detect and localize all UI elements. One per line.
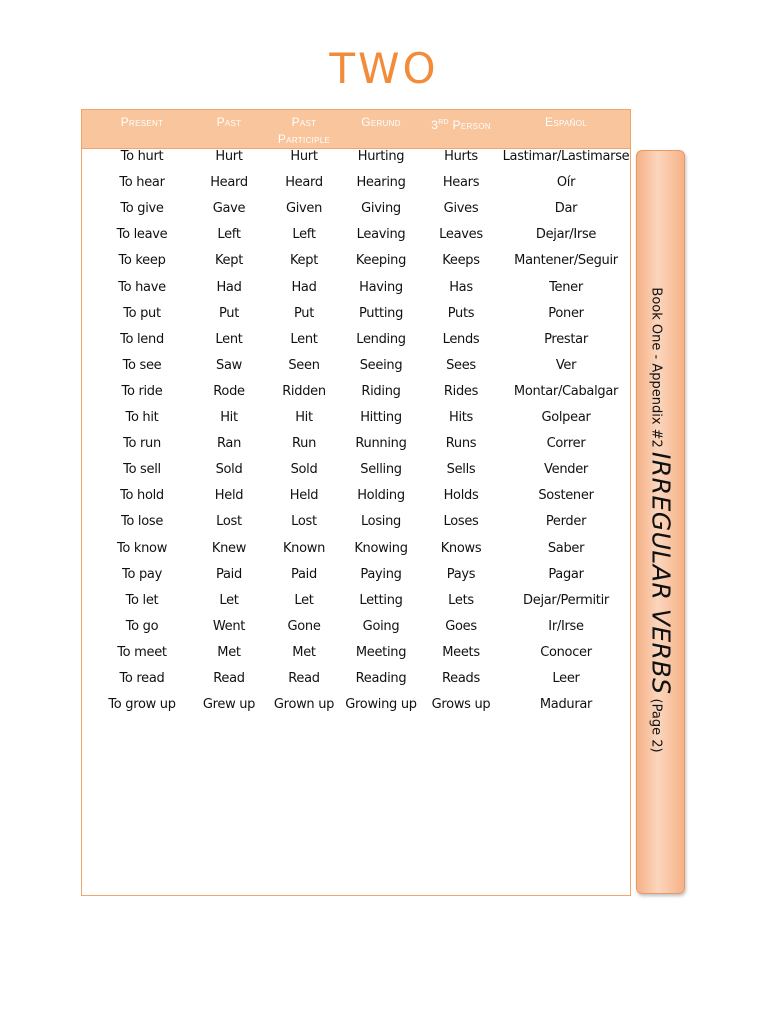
cell-third-person: Goes bbox=[445, 618, 477, 634]
cell-espanol: Poner bbox=[548, 305, 584, 321]
cell-past-participle: Grown up bbox=[273, 697, 335, 713]
cell-past: Hurt bbox=[215, 149, 243, 164]
cell-espanol: Correr bbox=[546, 436, 586, 452]
cell-past-participle: Lost bbox=[291, 514, 317, 530]
cell-espanol: Leer bbox=[552, 671, 580, 686]
cell-present: To read bbox=[119, 671, 165, 686]
cell-past-participle: Gone bbox=[287, 618, 321, 634]
cell-espanol: Madurar bbox=[539, 697, 593, 713]
table-row bbox=[82, 175, 630, 201]
cell-third-person: Holds bbox=[443, 488, 479, 504]
header-past-participle-line2: Participle bbox=[277, 132, 331, 146]
table-row bbox=[82, 697, 630, 723]
header-past-participle bbox=[264, 114, 344, 148]
cell-past-participle: Hit bbox=[295, 410, 313, 425]
cell-present: To hurt bbox=[120, 149, 164, 164]
cell-espanol: Conocer bbox=[540, 644, 592, 660]
cell-espanol: Saber bbox=[547, 540, 585, 556]
table-row bbox=[82, 280, 630, 306]
cell-third-person: Reads bbox=[442, 671, 480, 686]
cell-past: Rode bbox=[213, 383, 245, 399]
cell-third-person: Rides bbox=[443, 383, 479, 399]
table-row bbox=[82, 514, 630, 540]
cell-past-participle: Left bbox=[292, 227, 316, 243]
cell-gerund: Holding bbox=[357, 488, 405, 504]
cell-gerund: Keeping bbox=[355, 253, 407, 269]
cell-past-participle: Known bbox=[282, 540, 326, 556]
cell-third-person: Loses bbox=[443, 514, 479, 530]
table-row bbox=[82, 593, 630, 619]
table-row bbox=[82, 541, 630, 567]
cell-past-participle: Met bbox=[292, 644, 316, 660]
cell-past: Hit bbox=[220, 410, 238, 425]
cell-present: To lose bbox=[120, 514, 164, 530]
side-tab-main: IRREGULAR VERBS bbox=[646, 451, 676, 695]
cell-gerund: Seeing bbox=[359, 357, 403, 373]
cell-past: Gave bbox=[212, 201, 246, 217]
verb-table bbox=[81, 109, 631, 896]
cell-espanol: Ir/Irse bbox=[548, 618, 584, 634]
cell-gerund: Hurting bbox=[357, 149, 405, 164]
header-present: Present bbox=[120, 115, 164, 129]
cell-espanol: Sostener bbox=[538, 488, 594, 504]
table-row bbox=[82, 567, 630, 593]
cell-third-person: Grows up bbox=[431, 697, 491, 713]
cell-third-person: Leaves bbox=[439, 227, 483, 243]
cell-gerund: Selling bbox=[360, 462, 402, 478]
cell-past: Kept bbox=[214, 253, 244, 269]
header-espanol: Español bbox=[545, 115, 587, 129]
cell-present: To run bbox=[123, 436, 161, 452]
cell-past-participle: Run bbox=[291, 436, 317, 452]
cell-past-participle: Hurt bbox=[290, 149, 318, 164]
cell-espanol: Tener bbox=[549, 279, 583, 295]
cell-past: Grew up bbox=[202, 697, 256, 713]
header-third-person-num: 3 bbox=[431, 118, 439, 132]
cell-past-participle: Kept bbox=[289, 253, 319, 269]
cell-gerund: Growing up bbox=[345, 697, 417, 713]
cell-gerund: Letting bbox=[359, 592, 403, 608]
table-row bbox=[82, 332, 630, 358]
table-row bbox=[82, 619, 630, 645]
table-row bbox=[82, 671, 630, 697]
cell-present: To ride bbox=[121, 383, 163, 399]
cell-gerund: Hitting bbox=[360, 410, 402, 425]
cell-espanol: Montar/Cabalgar bbox=[513, 383, 619, 399]
cell-past-participle: Sold bbox=[290, 462, 318, 478]
table-row bbox=[82, 358, 630, 384]
cell-espanol: Ver bbox=[555, 357, 577, 373]
cell-present: To hit bbox=[125, 410, 159, 425]
cell-espanol: Dejar/Irse bbox=[535, 227, 597, 243]
header-past: Past bbox=[216, 115, 242, 129]
cell-past-participle: Had bbox=[291, 279, 317, 295]
cell-gerund: Running bbox=[355, 436, 407, 452]
cell-past: Saw bbox=[216, 357, 242, 373]
cell-past: Ran bbox=[216, 436, 242, 452]
table-row bbox=[82, 253, 630, 279]
cell-espanol: Dejar/Permitir bbox=[523, 592, 609, 608]
cell-espanol: Dar bbox=[554, 201, 578, 217]
cell-third-person: Sees bbox=[446, 357, 476, 373]
cell-past: Left bbox=[217, 227, 241, 243]
cell-third-person: Sells bbox=[446, 462, 476, 478]
cell-espanol: Lastimar/Lastimarse bbox=[502, 149, 630, 164]
page-title: TWO bbox=[329, 44, 439, 93]
cell-present: To grow up bbox=[108, 697, 176, 713]
cell-espanol: Prestar bbox=[544, 331, 588, 347]
table-row bbox=[82, 488, 630, 514]
cell-gerund: Giving bbox=[361, 201, 401, 217]
cell-gerund: Leaving bbox=[356, 227, 406, 243]
table-row bbox=[82, 436, 630, 462]
cell-gerund: Reading bbox=[355, 671, 407, 686]
cell-present: To let bbox=[125, 592, 159, 608]
cell-past-participle: Let bbox=[294, 592, 314, 608]
header-third-person bbox=[420, 114, 502, 134]
cell-present: To go bbox=[125, 618, 159, 634]
side-tab-suffix: (Page 2) bbox=[648, 698, 664, 753]
cell-third-person: Lends bbox=[442, 331, 480, 347]
header-third-person-word: Person bbox=[448, 118, 491, 132]
cell-past: Met bbox=[217, 644, 241, 660]
cell-present: To lend bbox=[120, 331, 164, 347]
cell-gerund: Knowing bbox=[354, 540, 408, 556]
cell-past-participle: Paid bbox=[291, 566, 317, 582]
cell-past: Let bbox=[219, 592, 239, 608]
cell-third-person: Hurts bbox=[444, 149, 478, 164]
cell-third-person: Gives bbox=[443, 201, 479, 217]
cell-third-person: Pays bbox=[446, 566, 476, 582]
cell-past-participle: Seen bbox=[288, 357, 320, 373]
cell-past-participle: Put bbox=[293, 305, 315, 321]
cell-present: To know bbox=[116, 540, 168, 556]
cell-third-person: Hits bbox=[448, 410, 474, 425]
cell-past-participle: Given bbox=[285, 201, 323, 217]
cell-past: Lost bbox=[216, 514, 242, 530]
table-row bbox=[82, 306, 630, 332]
side-tab-prefix: Book One - Appendix #2 bbox=[648, 287, 664, 448]
cell-espanol: Mantener/Seguir bbox=[514, 253, 618, 269]
cell-third-person: Knows bbox=[440, 540, 482, 556]
header-third-person-sup: RD bbox=[438, 119, 449, 126]
cell-gerund: Meeting bbox=[355, 644, 407, 660]
cell-espanol: Oír bbox=[556, 175, 576, 191]
cell-espanol: Golpear bbox=[541, 410, 591, 425]
cell-past: Went bbox=[212, 618, 246, 634]
cell-third-person: Hears bbox=[442, 175, 480, 191]
cell-gerund: Having bbox=[359, 279, 403, 295]
table-row bbox=[82, 201, 630, 227]
cell-espanol: Perder bbox=[545, 514, 587, 530]
cell-past: Sold bbox=[215, 462, 243, 478]
cell-gerund: Paying bbox=[360, 566, 402, 582]
cell-third-person: Meets bbox=[442, 644, 480, 660]
cell-gerund: Riding bbox=[361, 383, 401, 399]
cell-present: To have bbox=[118, 279, 166, 295]
cell-past: Had bbox=[216, 279, 242, 295]
cell-present: To hear bbox=[119, 175, 165, 191]
table-row bbox=[82, 410, 630, 436]
cell-past: Read bbox=[213, 671, 245, 686]
cell-past: Held bbox=[214, 488, 244, 504]
header-gerund: Gerund bbox=[361, 115, 401, 129]
cell-third-person: Puts bbox=[447, 305, 475, 321]
cell-present: To give bbox=[120, 201, 164, 217]
cell-third-person: Keeps bbox=[442, 253, 480, 269]
cell-third-person: Has bbox=[449, 279, 473, 295]
cell-past-participle: Heard bbox=[285, 175, 323, 191]
table-row bbox=[82, 149, 630, 175]
cell-present: To hold bbox=[120, 488, 164, 504]
cell-present: To leave bbox=[116, 227, 168, 243]
cell-past: Put bbox=[218, 305, 240, 321]
cell-past: Paid bbox=[216, 566, 242, 582]
cell-past: Heard bbox=[210, 175, 248, 191]
table-row bbox=[82, 384, 630, 410]
cell-past-participle: Read bbox=[288, 671, 320, 686]
cell-past: Knew bbox=[211, 540, 247, 556]
cell-third-person: Runs bbox=[445, 436, 477, 452]
cell-gerund: Losing bbox=[360, 514, 402, 530]
cell-past-participle: Ridden bbox=[282, 383, 326, 399]
table-header bbox=[82, 110, 630, 149]
cell-present: To sell bbox=[123, 462, 161, 478]
cell-gerund: Lending bbox=[356, 331, 406, 347]
table-row bbox=[82, 645, 630, 671]
cell-past-participle: Held bbox=[289, 488, 319, 504]
cell-present: To keep bbox=[118, 253, 166, 269]
cell-espanol: Pagar bbox=[548, 566, 584, 582]
cell-gerund: Hearing bbox=[356, 175, 406, 191]
table-row bbox=[82, 462, 630, 488]
cell-past-participle: Lent bbox=[290, 331, 318, 347]
cell-present: To pay bbox=[122, 566, 162, 582]
cell-present: To put bbox=[123, 305, 161, 321]
cell-past: Lent bbox=[215, 331, 243, 347]
cell-present: To meet bbox=[117, 644, 167, 660]
cell-gerund: Putting bbox=[358, 305, 404, 321]
cell-third-person: Lets bbox=[448, 592, 474, 608]
header-past-participle-line1: Past bbox=[291, 115, 317, 129]
table-row bbox=[82, 227, 630, 253]
cell-espanol: Vender bbox=[544, 462, 588, 478]
cell-gerund: Going bbox=[362, 618, 400, 634]
cell-present: To see bbox=[122, 357, 162, 373]
